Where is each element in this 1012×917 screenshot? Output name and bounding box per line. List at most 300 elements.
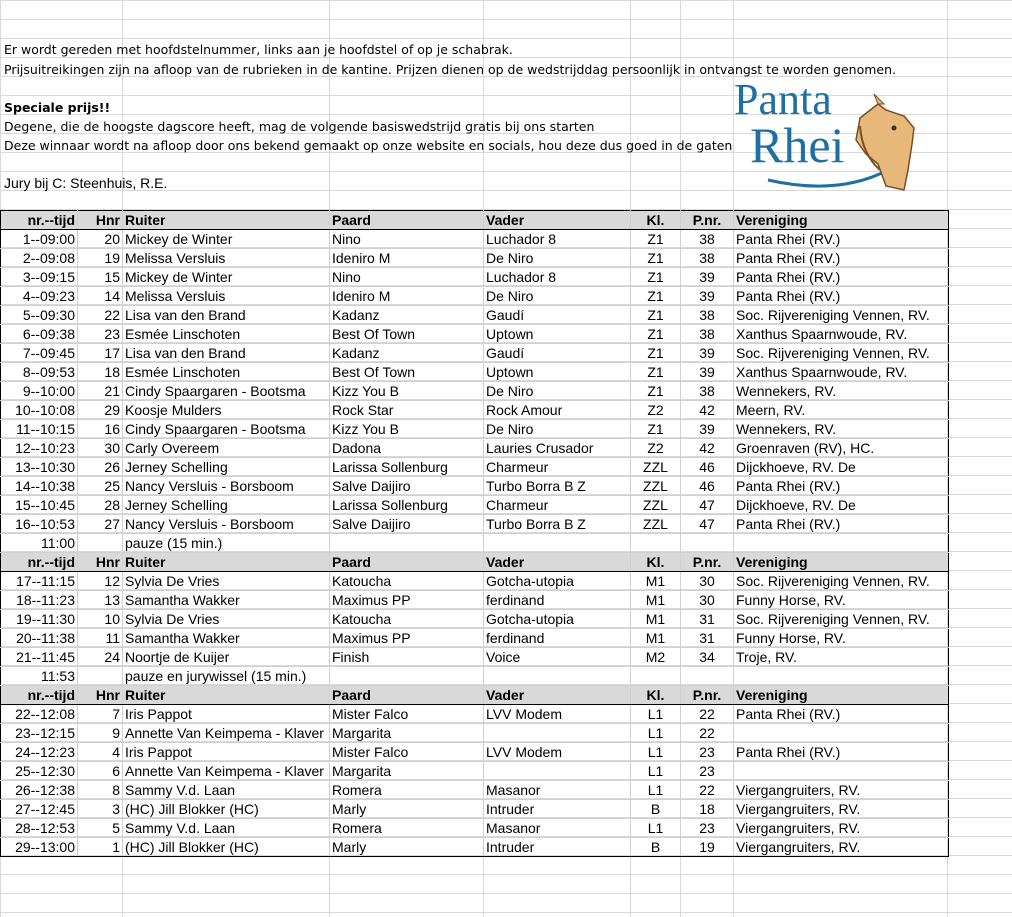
club-cell: Funny Horse, RV. <box>734 591 949 610</box>
horse-cell: Mister Falco <box>330 743 484 762</box>
sire-cell: Voice <box>484 648 631 667</box>
test-number-cell: 31 <box>681 629 734 648</box>
number-cell: 5 <box>78 819 123 838</box>
horse-cell: Romera <box>330 819 484 838</box>
horse-cell: Katoucha <box>330 572 484 591</box>
club-cell: Xanthus Spaarnwoude, RV. <box>734 325 949 344</box>
column-header: Hnr <box>78 553 123 572</box>
number-cell: 21 <box>78 382 123 401</box>
number-cell: 12 <box>78 572 123 591</box>
class-cell: M1 <box>631 610 681 629</box>
class-cell: ZZL <box>631 477 681 496</box>
class-cell: L1 <box>631 705 681 724</box>
column-header: nr.--tijd <box>1 553 78 572</box>
class-cell: M1 <box>631 629 681 648</box>
club-cell: Viergangruiters, RV. <box>734 781 949 800</box>
table-row <box>1 648 949 667</box>
class-cell: Z2 <box>631 401 681 420</box>
sire-cell: Lauries Crusador <box>484 439 631 458</box>
horse-cell: Kadanz <box>330 344 484 363</box>
column-header: Kl. <box>631 686 681 705</box>
club-cell: Dijckhoeve, RV. De <box>734 458 949 477</box>
test-number-cell: 42 <box>681 439 734 458</box>
club-cell: Panta Rhei (RV.) <box>734 477 949 496</box>
start-time-cell: 16--10:53 <box>1 515 78 534</box>
table-row <box>1 306 949 325</box>
table-row <box>1 515 949 534</box>
start-time-cell: 18--11:23 <box>1 591 78 610</box>
start-time-cell: 1--09:00 <box>1 230 78 249</box>
sire-cell: ferdinand <box>484 629 631 648</box>
number-cell: 22 <box>78 306 123 325</box>
club-cell: Panta Rhei (RV.) <box>734 743 949 762</box>
table-row <box>1 724 949 743</box>
number-cell: 1 <box>78 838 123 857</box>
table-row <box>1 705 949 724</box>
pause-row <box>1 534 949 553</box>
test-number-cell: 22 <box>681 781 734 800</box>
test-number-cell: 23 <box>681 743 734 762</box>
rider-cell: Samantha Wakker <box>123 629 330 648</box>
column-header: Paard <box>330 686 484 705</box>
column-header: P.nr. <box>681 211 734 230</box>
column-header: Paard <box>330 553 484 572</box>
test-number-cell: 38 <box>681 249 734 268</box>
test-number-cell: 42 <box>681 401 734 420</box>
start-list-table <box>0 210 949 857</box>
horse-cell: Margarita <box>330 724 484 743</box>
number-cell: 13 <box>78 591 123 610</box>
rider-cell: Noortje de Kuijer <box>123 648 330 667</box>
sire-cell: Gaudí <box>484 306 631 325</box>
table-row <box>1 477 949 496</box>
club-cell: Panta Rhei (RV.) <box>734 249 949 268</box>
rider-cell: Esmée Linschoten <box>123 363 330 382</box>
sire-cell: LVV Modem <box>484 705 631 724</box>
rider-cell: Annette Van Keimpema - Klaver <box>123 724 330 743</box>
number-cell: 18 <box>78 363 123 382</box>
sire-cell: Luchador 8 <box>484 268 631 287</box>
rider-cell: Iris Pappot <box>123 743 330 762</box>
rider-cell: Sammy V.d. Laan <box>123 819 330 838</box>
start-time-cell: 8--09:53 <box>1 363 78 382</box>
table-row <box>1 363 949 382</box>
rider-cell: Iris Pappot <box>123 705 330 724</box>
club-cell: Wennekers, RV. <box>734 382 949 401</box>
class-cell: B <box>631 838 681 857</box>
horse-cell: Salve Daijiro <box>330 515 484 534</box>
table-row <box>1 572 949 591</box>
horse-cell: Larissa Sollenburg <box>330 458 484 477</box>
rider-cell: Cindy Spaargaren - Bootsma <box>123 382 330 401</box>
club-cell: Funny Horse, RV. <box>734 629 949 648</box>
number-cell: 15 <box>78 268 123 287</box>
rider-cell: Annette Van Keimpema - Klaver <box>123 762 330 781</box>
horse-cell: Kizz You B <box>330 420 484 439</box>
number-cell: 20 <box>78 230 123 249</box>
column-header: Vereniging <box>734 553 949 572</box>
sire-cell: Luchador 8 <box>484 230 631 249</box>
table-row <box>1 268 949 287</box>
club-cell: Viergangruiters, RV. <box>734 819 949 838</box>
number-cell: 14 <box>78 287 123 306</box>
class-cell: Z1 <box>631 249 681 268</box>
rider-cell: Esmée Linschoten <box>123 325 330 344</box>
sire-cell: Intruder <box>484 800 631 819</box>
horse-cell: Marly <box>330 838 484 857</box>
horse-cell: Finish <box>330 648 484 667</box>
column-header: Hnr <box>78 686 123 705</box>
pause-time: 11:53 <box>1 667 78 686</box>
class-cell: ZZL <box>631 515 681 534</box>
rider-cell: Sammy V.d. Laan <box>123 781 330 800</box>
sire-cell: Intruder <box>484 838 631 857</box>
test-number-cell: 31 <box>681 610 734 629</box>
horse-cell: Romera <box>330 781 484 800</box>
rider-cell: Lisa van den Brand <box>123 344 330 363</box>
table-row <box>1 420 949 439</box>
class-cell: B <box>631 800 681 819</box>
club-cell: Panta Rhei (RV.) <box>734 515 949 534</box>
sire-cell: Gotcha-utopia <box>484 572 631 591</box>
test-number-cell: 47 <box>681 496 734 515</box>
start-time-cell: 28--12:53 <box>1 819 78 838</box>
rider-cell: Cindy Spaargaren - Bootsma <box>123 420 330 439</box>
club-cell: Troje, RV. <box>734 648 949 667</box>
class-cell: L1 <box>631 781 681 800</box>
club-cell: Groenraven (RV), HC. <box>734 439 949 458</box>
test-number-cell: 38 <box>681 306 734 325</box>
sire-cell: Charmeur <box>484 496 631 515</box>
horse-cell: Maximus PP <box>330 591 484 610</box>
horse-cell: Rock Star <box>330 401 484 420</box>
club-cell: Meern, RV. <box>734 401 949 420</box>
horse-cell: Marly <box>330 800 484 819</box>
column-header: Ruiter <box>123 686 330 705</box>
test-number-cell: 46 <box>681 458 734 477</box>
club-cell: Panta Rhei (RV.) <box>734 268 949 287</box>
note-line-1: Er wordt gereden met hoofdstelnummer, links aan je hoofdstel of op je schabrak. <box>4 42 513 57</box>
table-row <box>1 591 949 610</box>
number-cell: 27 <box>78 515 123 534</box>
column-header: Vereniging <box>734 686 949 705</box>
test-number-cell: 39 <box>681 363 734 382</box>
horse-cell: Best Of Town <box>330 325 484 344</box>
test-number-cell: 39 <box>681 287 734 306</box>
start-time-cell: 19--11:30 <box>1 610 78 629</box>
club-cell: Dijckhoeve, RV. De <box>734 496 949 515</box>
horse-cell: Larissa Sollenburg <box>330 496 484 515</box>
table-row <box>1 230 949 249</box>
table-row <box>1 325 949 344</box>
horse-cell: Best Of Town <box>330 363 484 382</box>
number-cell: 24 <box>78 648 123 667</box>
table-row <box>1 382 949 401</box>
rider-cell: Sylvia De Vries <box>123 610 330 629</box>
column-header: P.nr. <box>681 553 734 572</box>
class-cell: M1 <box>631 591 681 610</box>
rider-cell: Carly Overeem <box>123 439 330 458</box>
sire-cell: Turbo Borra B Z <box>484 515 631 534</box>
sire-cell: Gaudí <box>484 344 631 363</box>
rider-cell: Mickey de Winter <box>123 230 330 249</box>
sire-cell: Gotcha-utopia <box>484 610 631 629</box>
rider-cell: Nancy Versluis - Borsboom <box>123 515 330 534</box>
club-cell: Soc. Rijvereniging Vennen, RV. <box>734 572 949 591</box>
class-cell: Z1 <box>631 230 681 249</box>
table-row <box>1 401 949 420</box>
sire-cell: Uptown <box>484 363 631 382</box>
start-time-cell: 23--12:15 <box>1 724 78 743</box>
start-time-cell: 22--12:08 <box>1 705 78 724</box>
column-header: Vader <box>484 686 631 705</box>
class-cell: Z1 <box>631 420 681 439</box>
sire-cell: LVV Modem <box>484 743 631 762</box>
start-time-cell: 13--10:30 <box>1 458 78 477</box>
start-time-cell: 12--10:23 <box>1 439 78 458</box>
start-time-cell: 29--13:00 <box>1 838 78 857</box>
pause-text: pauze en jurywissel (15 min.) <box>123 667 330 686</box>
horse-cell: Katoucha <box>330 610 484 629</box>
column-header: Hnr <box>78 211 123 230</box>
sire-cell: De Niro <box>484 249 631 268</box>
class-cell: Z1 <box>631 325 681 344</box>
horse-cell: Maximus PP <box>330 629 484 648</box>
start-time-cell: 5--09:30 <box>1 306 78 325</box>
table-header-row <box>1 553 949 572</box>
test-number-cell: 39 <box>681 420 734 439</box>
number-cell: 4 <box>78 743 123 762</box>
number-cell: 16 <box>78 420 123 439</box>
test-number-cell: 22 <box>681 705 734 724</box>
start-time-cell: 14--10:38 <box>1 477 78 496</box>
club-cell <box>734 762 949 781</box>
rider-cell: Jerney Schelling <box>123 496 330 515</box>
column-header: Vader <box>484 211 631 230</box>
horse-cell: Margarita <box>330 762 484 781</box>
test-number-cell: 18 <box>681 800 734 819</box>
start-time-cell: 27--12:45 <box>1 800 78 819</box>
test-number-cell: 38 <box>681 325 734 344</box>
class-cell: M2 <box>631 648 681 667</box>
number-cell: 29 <box>78 401 123 420</box>
table-row <box>1 800 949 819</box>
table-row <box>1 344 949 363</box>
sire-cell: ferdinand <box>484 591 631 610</box>
start-time-cell: 24--12:23 <box>1 743 78 762</box>
class-cell: Z1 <box>631 382 681 401</box>
horse-cell: Kizz You B <box>330 382 484 401</box>
test-number-cell: 19 <box>681 838 734 857</box>
test-number-cell: 39 <box>681 268 734 287</box>
number-cell: 11 <box>78 629 123 648</box>
class-cell: Z1 <box>631 344 681 363</box>
club-cell: Viergangruiters, RV. <box>734 800 949 819</box>
class-cell: L1 <box>631 819 681 838</box>
table-row <box>1 610 949 629</box>
table-row <box>1 743 949 762</box>
table-row <box>1 439 949 458</box>
horse-cell: Nino <box>330 268 484 287</box>
club-cell: Soc. Rijvereniging Vennen, RV. <box>734 344 949 363</box>
club-cell: Soc. Rijvereniging Vennen, RV. <box>734 306 949 325</box>
rider-cell: Melissa Versluis <box>123 249 330 268</box>
club-cell <box>734 724 949 743</box>
table-row <box>1 458 949 477</box>
table-header-row <box>1 686 949 705</box>
panta-rhei-logo <box>728 74 924 198</box>
jury-info: Jury bij C: Steenhuis, R.E. <box>4 175 168 191</box>
class-cell: M1 <box>631 572 681 591</box>
start-time-cell: 4--09:23 <box>1 287 78 306</box>
start-time-cell: 15--10:45 <box>1 496 78 515</box>
class-cell: Z1 <box>631 287 681 306</box>
number-cell: 25 <box>78 477 123 496</box>
rider-cell: Sylvia De Vries <box>123 572 330 591</box>
sire-cell: De Niro <box>484 382 631 401</box>
pause-time: 11:00 <box>1 534 78 553</box>
number-cell: 30 <box>78 439 123 458</box>
class-cell: Z1 <box>631 363 681 382</box>
column-header: Ruiter <box>123 211 330 230</box>
club-cell: Xanthus Spaarnwoude, RV. <box>734 363 949 382</box>
rider-cell: Samantha Wakker <box>123 591 330 610</box>
horse-cell: Ideniro M <box>330 287 484 306</box>
number-cell: 7 <box>78 705 123 724</box>
rider-cell: Melissa Versluis <box>123 287 330 306</box>
number-cell: 10 <box>78 610 123 629</box>
start-time-cell: 25--12:30 <box>1 762 78 781</box>
number-cell: 3 <box>78 800 123 819</box>
start-time-cell: 2--09:08 <box>1 249 78 268</box>
svg-text:Rhei: Rhei <box>750 117 845 173</box>
sire-cell: Masanor <box>484 819 631 838</box>
pause-text: pauze (15 min.) <box>123 534 330 553</box>
column-header: Vereniging <box>734 211 949 230</box>
table-row <box>1 287 949 306</box>
rider-cell: Jerney Schelling <box>123 458 330 477</box>
number-cell: 8 <box>78 781 123 800</box>
table-row <box>1 838 949 857</box>
rider-cell: (HC) Jill Blokker (HC) <box>123 838 330 857</box>
horse-cell: Mister Falco <box>330 705 484 724</box>
class-cell: L1 <box>631 762 681 781</box>
table-row <box>1 781 949 800</box>
sire-cell: Rock Amour <box>484 401 631 420</box>
table-row <box>1 249 949 268</box>
sire-cell: Charmeur <box>484 458 631 477</box>
number-cell: 23 <box>78 325 123 344</box>
special-prize-title: Speciale prijs!! <box>4 100 111 115</box>
sire-cell: Uptown <box>484 325 631 344</box>
svg-text:Panta: Panta <box>734 75 832 124</box>
class-cell: Z2 <box>631 439 681 458</box>
start-time-cell: 6--09:38 <box>1 325 78 344</box>
sire-cell: Turbo Borra B Z <box>484 477 631 496</box>
pause-row <box>1 667 949 686</box>
column-header: Vader <box>484 553 631 572</box>
club-cell: Panta Rhei (RV.) <box>734 230 949 249</box>
start-time-cell: 26--12:38 <box>1 781 78 800</box>
test-number-cell: 46 <box>681 477 734 496</box>
column-header: Kl. <box>631 553 681 572</box>
table-row <box>1 629 949 648</box>
sire-cell: Masanor <box>484 781 631 800</box>
column-header: P.nr. <box>681 686 734 705</box>
horse-cell: Kadanz <box>330 306 484 325</box>
club-cell: Panta Rhei (RV.) <box>734 287 949 306</box>
test-number-cell: 30 <box>681 572 734 591</box>
club-cell: Wennekers, RV. <box>734 420 949 439</box>
sire-cell <box>484 762 631 781</box>
rider-cell: (HC) Jill Blokker (HC) <box>123 800 330 819</box>
test-number-cell: 30 <box>681 591 734 610</box>
rider-cell: Mickey de Winter <box>123 268 330 287</box>
table-row <box>1 496 949 515</box>
number-cell: 28 <box>78 496 123 515</box>
start-time-cell: 21--11:45 <box>1 648 78 667</box>
start-time-cell: 7--09:45 <box>1 344 78 363</box>
sire-cell <box>484 724 631 743</box>
table-row <box>1 819 949 838</box>
start-time-cell: 11--10:15 <box>1 420 78 439</box>
class-cell: Z1 <box>631 306 681 325</box>
horse-cell: Dadona <box>330 439 484 458</box>
number-cell: 19 <box>78 249 123 268</box>
number-cell: 17 <box>78 344 123 363</box>
test-number-cell: 47 <box>681 515 734 534</box>
class-cell: ZZL <box>631 458 681 477</box>
number-cell: 26 <box>78 458 123 477</box>
test-number-cell: 38 <box>681 230 734 249</box>
number-cell: 9 <box>78 724 123 743</box>
test-number-cell: 38 <box>681 382 734 401</box>
special-prize-line-2: Deze winnaar wordt na afloop door ons bekend gemaakt op onze website en socials, hou deze dus goed in de gaten <box>4 138 733 153</box>
start-time-cell: 17--11:15 <box>1 572 78 591</box>
class-cell: L1 <box>631 724 681 743</box>
horse-cell: Ideniro M <box>330 249 484 268</box>
note-line-2: Prijsuitreikingen zijn na afloop van de rubrieken in de kantine. Prijzen dienen op de wedstrijddag persoonlijk in ontvangst te worden genomen. <box>4 62 897 77</box>
rider-cell: Nancy Versluis - Borsboom <box>123 477 330 496</box>
class-cell: L1 <box>631 743 681 762</box>
start-time-cell: 3--09:15 <box>1 268 78 287</box>
test-number-cell: 23 <box>681 819 734 838</box>
column-header: Ruiter <box>123 553 330 572</box>
column-header: Kl. <box>631 211 681 230</box>
column-header: Paard <box>330 211 484 230</box>
sire-cell: De Niro <box>484 287 631 306</box>
horse-cell: Salve Daijiro <box>330 477 484 496</box>
test-number-cell: 34 <box>681 648 734 667</box>
start-time-cell: 9--10:00 <box>1 382 78 401</box>
club-cell: Viergangruiters, RV. <box>734 838 949 857</box>
sire-cell: De Niro <box>484 420 631 439</box>
start-time-cell: 20--11:38 <box>1 629 78 648</box>
club-cell: Soc. Rijvereniging Vennen, RV. <box>734 610 949 629</box>
test-number-cell: 39 <box>681 344 734 363</box>
club-cell: Panta Rhei (RV.) <box>734 705 949 724</box>
column-header: nr.--tijd <box>1 211 78 230</box>
table-header-row <box>1 211 949 230</box>
rider-cell: Lisa van den Brand <box>123 306 330 325</box>
class-cell: Z1 <box>631 268 681 287</box>
test-number-cell: 22 <box>681 724 734 743</box>
special-prize-line-1: Degene, die de hoogste dagscore heeft, mag de volgende basiswedstrijd gratis bij ons starten <box>4 119 595 134</box>
number-cell: 6 <box>78 762 123 781</box>
column-header: nr.--tijd <box>1 686 78 705</box>
test-number-cell: 23 <box>681 762 734 781</box>
horse-cell: Nino <box>330 230 484 249</box>
